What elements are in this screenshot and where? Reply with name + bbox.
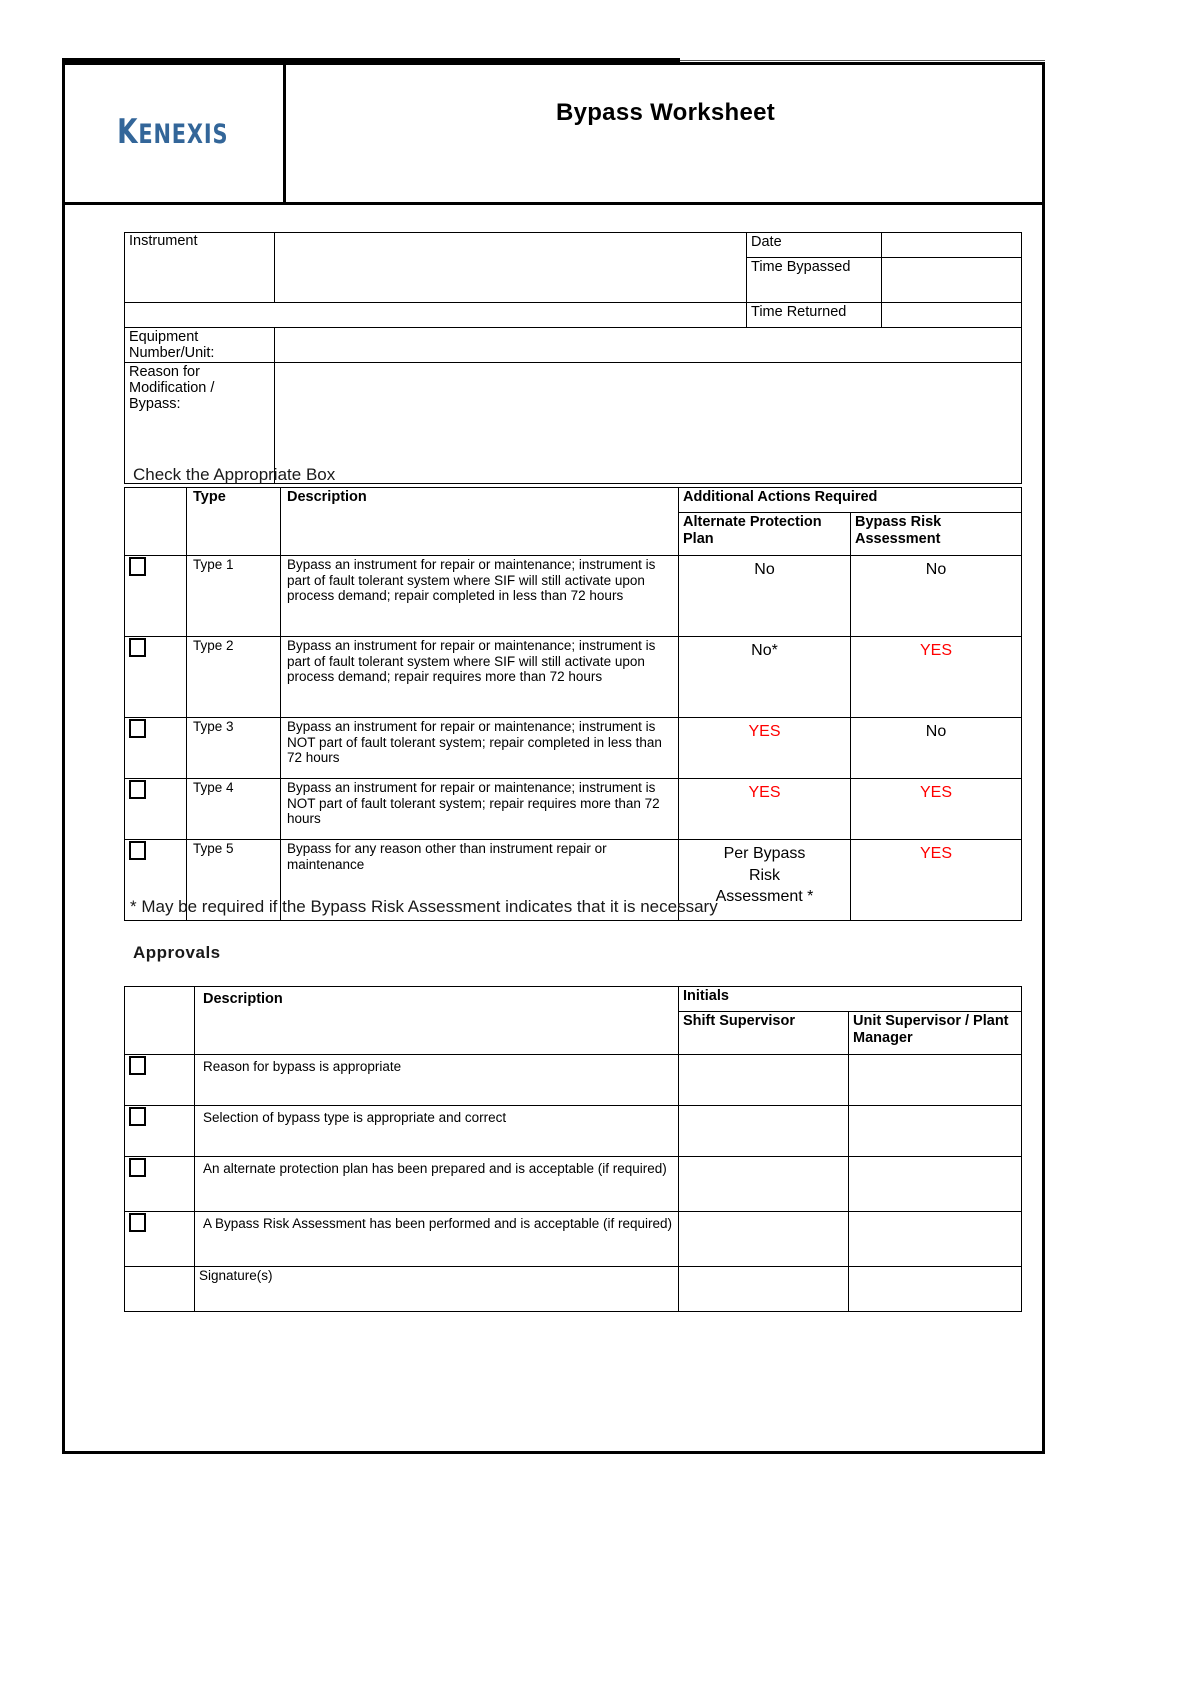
instrument-spacer-cell <box>125 303 747 328</box>
signature-row-checkbox-cell <box>125 1267 195 1312</box>
instrument-label: Instrument <box>125 233 275 303</box>
approval-1-description: Reason for bypass is appropriate <box>195 1055 679 1106</box>
approvals-heading: Approvals <box>133 943 221 962</box>
type-1-bypass-risk-assessment: No <box>851 556 1022 637</box>
table-row <box>125 1106 1022 1157</box>
type-4-alternate-protection-plan: YES <box>679 779 851 840</box>
time-returned-value-field[interactable] <box>882 303 1022 328</box>
table-row <box>125 303 1022 328</box>
type-2-checkbox[interactable] <box>125 637 187 718</box>
checkbox-icon <box>129 1158 146 1177</box>
table-row <box>125 779 1022 840</box>
approvals-header-shift-supervisor: Shift Supervisor <box>679 1012 849 1055</box>
table-row <box>125 718 1022 779</box>
approval-2-description: Selection of bypass type is appropriate and correct <box>195 1106 679 1157</box>
document-header <box>62 62 1045 205</box>
approval-3-checkbox[interactable] <box>125 1157 195 1212</box>
signature-shift-field[interactable] <box>679 1267 849 1312</box>
type-2-bypass-risk-assessment: YES <box>851 637 1022 718</box>
approvals-header-unit-supervisor: Unit Supervisor / Plant Manager <box>849 1012 1022 1055</box>
approval-2-shift-initials[interactable] <box>679 1106 849 1157</box>
approval-1-shift-initials[interactable] <box>679 1055 849 1106</box>
type-5-bypass-risk-assessment: YES <box>851 840 1022 921</box>
approval-3-unit-initials[interactable] <box>849 1157 1022 1212</box>
type-5-description: Bypass for any reason other than instrument repair or maintenance <box>281 840 679 921</box>
type-4-checkbox[interactable] <box>125 779 187 840</box>
type-2-label: Type 2 <box>187 637 281 718</box>
checkbox-icon <box>129 841 146 860</box>
approvals-table <box>124 986 1022 1312</box>
checkbox-icon <box>129 638 146 657</box>
reason-field[interactable] <box>275 363 1022 484</box>
approval-4-checkbox[interactable] <box>125 1212 195 1267</box>
title-cell <box>286 62 1045 202</box>
check-box-caption: Check the Appropriate Box <box>133 465 336 484</box>
type-5-alternate-protection-plan: Per Bypass Risk Assessment * <box>679 840 851 921</box>
type-header-checkbox <box>125 488 187 556</box>
approval-4-unit-initials[interactable] <box>849 1212 1022 1267</box>
approval-1-unit-initials[interactable] <box>849 1055 1022 1106</box>
table-header-row <box>125 987 1022 1012</box>
logo-initial: K <box>116 112 139 152</box>
page-top-rule-thin <box>680 60 1045 61</box>
type-1-description: Bypass an instrument for repair or maintenance; instrument is part of fault tolerant system where SIF will still activate upon process demand; repair completed in less than 72 hours <box>281 556 679 637</box>
approval-3-description: An alternate protection plan has been prepared and is acceptable (if required) <box>195 1157 679 1212</box>
instrument-info-table <box>124 232 1022 484</box>
type-3-bypass-risk-assessment: No <box>851 718 1022 779</box>
checkbox-icon <box>129 1107 146 1126</box>
checkbox-icon <box>129 719 146 738</box>
instrument-value-field[interactable] <box>275 233 747 303</box>
time-bypassed-value-field[interactable] <box>882 258 1022 303</box>
equipment-number-field[interactable] <box>275 328 1022 363</box>
checkbox-icon <box>129 1056 146 1075</box>
table-row <box>125 1055 1022 1106</box>
time-returned-label: Time Returned <box>747 303 882 328</box>
table-row <box>125 233 1022 258</box>
signature-label: Signature(s) <box>195 1267 679 1312</box>
table-row <box>125 328 1022 363</box>
checkbox-icon <box>129 1213 146 1232</box>
approval-3-shift-initials[interactable] <box>679 1157 849 1212</box>
approval-4-description: A Bypass Risk Assessment has been performed and is acceptable (if required) <box>195 1212 679 1267</box>
type-3-checkbox[interactable] <box>125 718 187 779</box>
type-3-alternate-protection-plan: YES <box>679 718 851 779</box>
table-row <box>125 1212 1022 1267</box>
approvals-header-initials: Initials <box>679 987 1022 1012</box>
bypass-type-table <box>124 487 1022 921</box>
table-row <box>125 637 1022 718</box>
type-4-description: Bypass an instrument for repair or maintenance; instrument is NOT part of fault tolerant system; repair requires more than 72 hours <box>281 779 679 840</box>
type-header-type: Type <box>187 488 281 556</box>
time-bypassed-label: Time Bypassed <box>747 258 882 303</box>
approval-2-unit-initials[interactable] <box>849 1106 1022 1157</box>
logo-rest: ENEXIS <box>138 119 229 150</box>
checkbox-icon <box>129 780 146 799</box>
date-value-field[interactable] <box>882 233 1022 258</box>
approval-1-checkbox[interactable] <box>125 1055 195 1106</box>
kenexis-logo <box>117 112 228 152</box>
table-row <box>125 1157 1022 1212</box>
equipment-number-label: Equipment Number/Unit: <box>125 328 275 363</box>
signature-unit-field[interactable] <box>849 1267 1022 1312</box>
type-2-alternate-protection-plan: No* <box>679 637 851 718</box>
type-4-label: Type 4 <box>187 779 281 840</box>
date-label: Date <box>747 233 882 258</box>
type-header-additional-actions: Additional Actions Required <box>679 488 1022 513</box>
type-5-label: Type 5 <box>187 840 281 921</box>
type-3-description: Bypass an instrument for repair or maintenance; instrument is NOT part of fault tolerant system; repair completed in less than 72 hours <box>281 718 679 779</box>
type-1-alternate-protection-plan: No <box>679 556 851 637</box>
table-header-row <box>125 488 1022 513</box>
footnote-text: * May be required if the Bypass Risk Assessment indicates that it is necessary <box>130 897 718 916</box>
table-row <box>125 556 1022 637</box>
type-3-label: Type 3 <box>187 718 281 779</box>
type-header-bypass-risk-assessment: Bypass Risk Assessment <box>851 513 1022 556</box>
approvals-header-checkbox <box>125 987 195 1055</box>
approvals-header-description: Description <box>195 987 679 1055</box>
reason-label: Reason for Modification / Bypass: <box>125 363 275 484</box>
table-row <box>125 1267 1022 1312</box>
logo-cell <box>62 62 286 202</box>
approval-4-shift-initials[interactable] <box>679 1212 849 1267</box>
approval-2-checkbox[interactable] <box>125 1106 195 1157</box>
checkbox-icon <box>129 557 146 576</box>
type-1-label: Type 1 <box>187 556 281 637</box>
type-header-description: Description <box>281 488 679 556</box>
type-4-bypass-risk-assessment: YES <box>851 779 1022 840</box>
type-2-description: Bypass an instrument for repair or maintenance; instrument is part of fault tolerant system where SIF will still activate upon process demand; repair requires more than 72 hours <box>281 637 679 718</box>
page-title: Bypass Worksheet <box>555 99 776 126</box>
type-header-alternate-protection-plan: Alternate Protection Plan <box>679 513 851 556</box>
type-1-checkbox[interactable] <box>125 556 187 637</box>
